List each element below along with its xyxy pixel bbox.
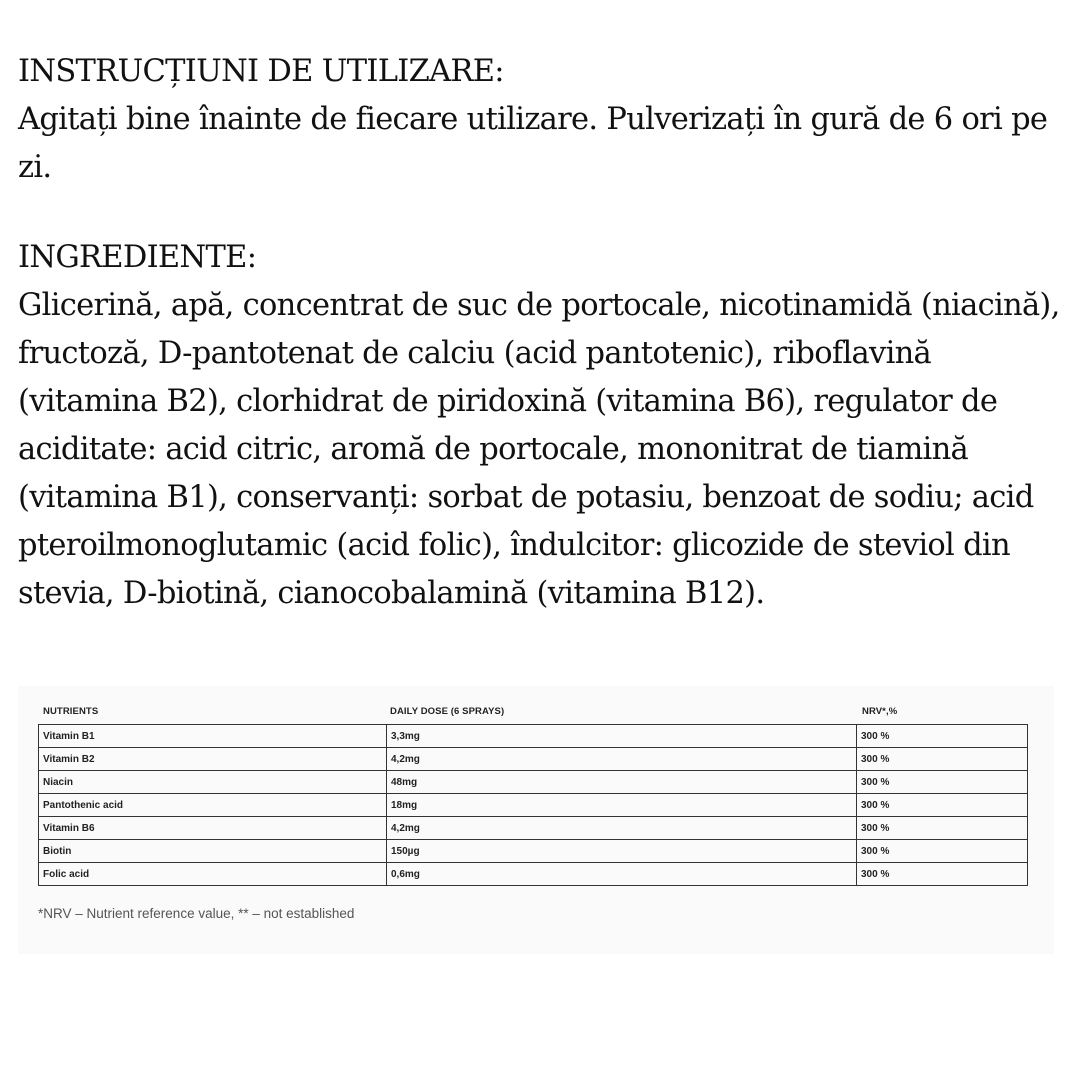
table-row bbox=[39, 748, 1028, 771]
nutrient-cell: Niacin bbox=[39, 771, 387, 794]
table-row bbox=[39, 840, 1028, 863]
instructions-heading: INSTRUCȚIUNI DE UTILIZARE: bbox=[18, 54, 504, 89]
nrv-cell: 300 % bbox=[857, 725, 1028, 748]
nrv-cell: 300 % bbox=[857, 771, 1028, 794]
dose-cell: 0,6mg bbox=[387, 863, 857, 886]
dose-cell: 4,2mg bbox=[387, 817, 857, 840]
header-nutrients: NUTRIENTS bbox=[43, 706, 99, 717]
nutrition-table bbox=[38, 724, 1028, 886]
nutrient-cell: Vitamin B6 bbox=[39, 817, 387, 840]
dose-cell: 4,2mg bbox=[387, 748, 857, 771]
nrv-cell: 300 % bbox=[857, 863, 1028, 886]
instructions-section bbox=[18, 48, 1068, 192]
nutrient-cell: Biotin bbox=[39, 840, 387, 863]
instructions-body: Agitați bine înainte de fiecare utilizare. Pulverizați în gură de 6 ori pe zi. bbox=[18, 102, 1048, 185]
table-row bbox=[39, 771, 1028, 794]
dose-cell: 3,3mg bbox=[387, 725, 857, 748]
ingredients-body: Glicerină, apă, concentrat de suc de portocale, nicotinamidă (niacină), fructoză, D-pantotenat de calciu (acid pantotenic), riboflavină (vitamina B2), clorhidrat de piridoxină (vitamina B6), regulator de aciditate: acid citric, aromă de portocale, mononitrat de tiamină (vitamina B1), conservanți: sorbat de potasiu, benzoat de sodiu; acid pteroilmonoglutamic (acid folic), îndulcitor: glicozide de steviol din stevia, D-biotină, cianocobalamină (vitamina B12). bbox=[18, 288, 1060, 611]
nutrient-cell: Vitamin B2 bbox=[39, 748, 387, 771]
dose-cell: 150µg bbox=[387, 840, 857, 863]
header-daily-dose: DAILY DOSE (6 SPRAYS) bbox=[390, 706, 505, 717]
dose-cell: 18mg bbox=[387, 794, 857, 817]
nutrient-cell: Pantothenic acid bbox=[39, 794, 387, 817]
table-row bbox=[39, 794, 1028, 817]
table-row bbox=[39, 863, 1028, 886]
header-nrv: NRV*,% bbox=[862, 706, 898, 717]
dose-cell: 48mg bbox=[387, 771, 857, 794]
table-row bbox=[39, 817, 1028, 840]
nrv-footnote: *NRV – Nutrient reference value, ** – not established bbox=[38, 906, 355, 921]
nrv-cell: 300 % bbox=[857, 840, 1028, 863]
ingredients-heading: INGREDIENTE: bbox=[18, 240, 257, 275]
nutrient-cell: Folic acid bbox=[39, 863, 387, 886]
nrv-cell: 300 % bbox=[857, 748, 1028, 771]
nrv-cell: 300 % bbox=[857, 817, 1028, 840]
nutrient-cell: Vitamin B1 bbox=[39, 725, 387, 748]
table-row bbox=[39, 725, 1028, 748]
nrv-cell: 300 % bbox=[857, 794, 1028, 817]
ingredients-section bbox=[18, 234, 1068, 618]
